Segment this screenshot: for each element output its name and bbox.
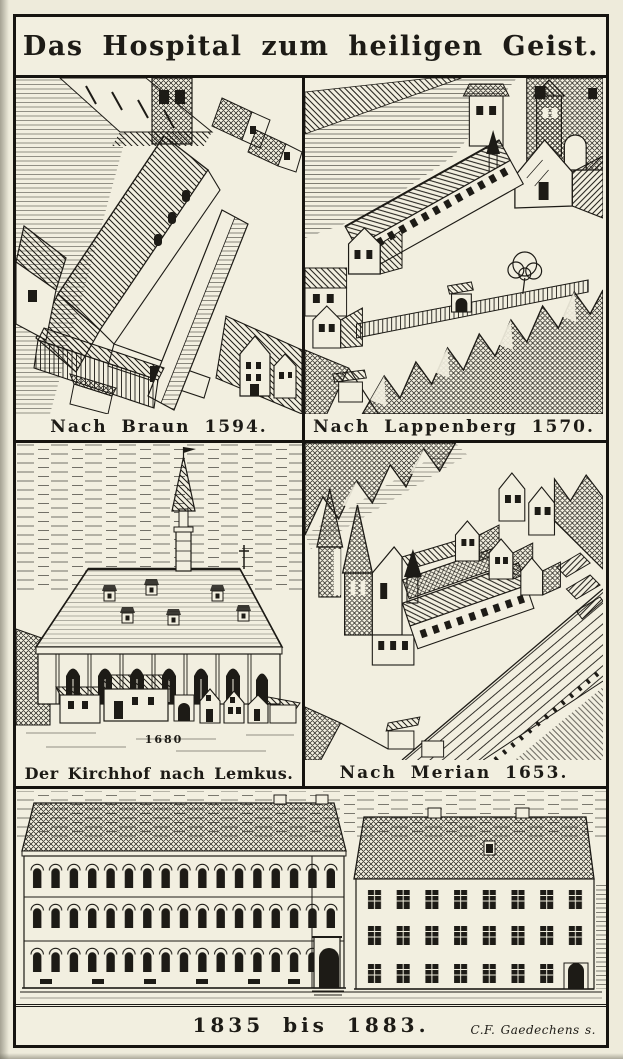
- scan-edge-left: [0, 0, 9, 1059]
- scan-edge-bottom: [0, 1053, 623, 1059]
- left-building: [22, 795, 346, 995]
- engraving-lappenberg-1570: [305, 78, 603, 414]
- engraving-1835-frame: [16, 789, 606, 1004]
- row-lemkus-merian: [16, 443, 606, 789]
- engraving-braun-1594: [16, 78, 302, 414]
- caption-1835: [16, 1007, 606, 1042]
- engraver-signature: C.F. Gaedechens s.: [470, 1023, 596, 1037]
- title-band: [16, 17, 606, 78]
- panel-lemkus: [16, 443, 302, 786]
- engraving-lemkus-frame: [16, 443, 302, 760]
- ground-hatching: [20, 994, 602, 1002]
- caption-braun: Nach Braun 1594.: [50, 417, 268, 437]
- caption-merian: Nach Merian 1653.: [339, 763, 569, 783]
- church-tower: [152, 78, 192, 144]
- panel-lappenberg-1570: [302, 78, 603, 440]
- panel-merian-1653: [302, 443, 603, 786]
- caption-1835-text: 1835 bis 1883.: [192, 1012, 430, 1037]
- page-title: Das Hospital zum heiligen Geist.: [22, 30, 600, 62]
- engraving-lappenberg-frame: [305, 78, 603, 414]
- side-door: [568, 963, 584, 989]
- engraved-plate: [13, 14, 609, 1048]
- row-1594-1570: [16, 78, 606, 443]
- engraving-merian-1653: [305, 443, 603, 760]
- engraving-merian-frame: [305, 443, 603, 760]
- caption-lappenberg: Nach Lappenberg 1570.: [313, 417, 595, 437]
- engraving-braun-frame: [16, 78, 302, 414]
- ground-inscription: 1680: [144, 733, 184, 746]
- engraving-1835-facade: [16, 789, 606, 1004]
- right-building: [354, 808, 594, 989]
- panel-1835-1883: [16, 789, 606, 1042]
- engraving-kirchhof-lemkus: [16, 443, 302, 760]
- entrance-portal: [312, 937, 344, 995]
- caption-lemkus: Der Kirchhof nach Lemkus.: [24, 763, 294, 783]
- panel-braun-1594: [16, 78, 302, 440]
